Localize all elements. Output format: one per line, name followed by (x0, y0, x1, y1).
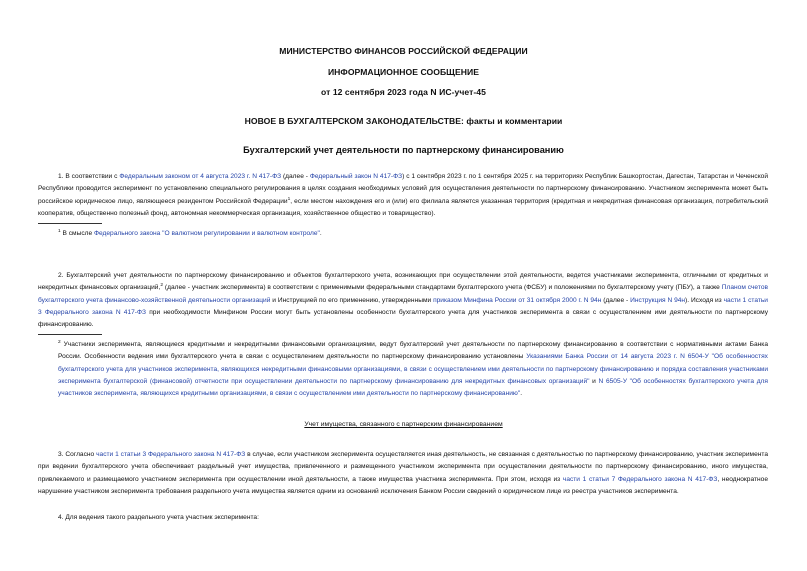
p3-text-b: в случае, если участником эксперимента осуществляется иная деятельность, не связанная с деятельностью по партнерскому финансированию, участник эксперимента при ведении бухгалтерского учета обеспечивает раздельный учет имущества, привлеченного и размещенного участником эксперимента при осуществлении деятельности по партнерскому финансированию, иного имущества, привлекаемого и размещаемого участником эксперимента при осуществлении иной деятельности, а также имущества участника эксперимента. При этом, исходя из (38, 451, 768, 483)
link-federal-law-417-short[interactable]: Федеральный закон N 417-ФЗ (309, 173, 403, 180)
paragraph-2 (38, 270, 768, 331)
fn2-text-c: . (520, 390, 523, 398)
p1-text-c: ) с 1 сентября 2023 г. по 1 сентября 2025 г. на территориях Республик Башкортостан, Дагестан, Татарстан и Чеченской Республики проводится эксперимент по установлению специального регулирования в целях создания необходимых условий для осуществления деятельности по партнерскому финансированию. Участником эксперимента может быть российское юридическое лицо, являющееся резидентом Российской Федерации (38, 173, 769, 205)
document-type: ИНФОРМАЦИОННОЕ СООБЩЕНИЕ (327, 67, 480, 77)
section-heading: Учет имущества, связанного с партнерским финансированием (304, 421, 503, 428)
paragraph-4 (38, 512, 768, 524)
footnote-mark-1: 1 (58, 228, 61, 234)
ministry-heading: МИНИСТЕРСТВО ФИНАНСОВ РОССИЙСКОЙ ФЕДЕРАЦИИ (279, 46, 528, 56)
p1-text-a: 1. В соответствии с (58, 173, 118, 180)
p3-text-c: , неоднократное нарушение участником эксперимента требования раздельного учета имущества является одним из оснований исключения Банком России сведений о юридическом лице из реестра участников эксперимента. (38, 475, 768, 495)
fn1-text-b: . (319, 230, 322, 237)
link-chart-of-accounts[interactable]: Планом счетов бухгалтерского учета финансово-хозяйственной деятельности организаций (38, 284, 768, 304)
footnote-2 (58, 339, 768, 400)
topic-heading: НОВОЕ В БУХГАЛТЕРСКОМ ЗАКОНОДАТЕЛЬСТВЕ: факты и комментарии (244, 116, 563, 126)
p2-text-c: и Инструкцией по его применению, утвержденными (272, 296, 432, 304)
p2-text-d: (далее - (603, 296, 629, 304)
p2-text-a: 2. Бухгалтерский учет деятельности по партнерскому финансированию и объектов бухгалтерского учета, возникающих при осуществлении этой деятельности, ведется участниками эксперимента, отличными от кредитных и некредитных финансовых организаций, (38, 272, 768, 292)
footnote-ref-2[interactable]: 2 (160, 283, 163, 289)
footnote-ref-1[interactable]: 1 (287, 196, 291, 202)
p1-text-b: (далее - (282, 173, 308, 180)
document-title: Бухгалтерский учет деятельности по партнерскому финансированию (243, 145, 564, 155)
link-article-7-part-1[interactable]: части 1 статьи 7 Федерального закона N 417-ФЗ (562, 475, 718, 483)
fn1-text-a: В смысле (62, 230, 93, 237)
link-instruction-94n[interactable]: Инструкция N 94н (630, 296, 686, 304)
p1-text-d: , если местом нахождения его и (или) его филиала является указанная территория (кредитная и некредитная финансовая организация, потребительский кооператив, общественно полезный фонд, автономная некоммерческая организация, хозяйственное общество и товарищество). (38, 197, 769, 217)
link-minfin-order-94n[interactable]: приказом Минфина России от 31 октября 2000 г. N 94н (433, 296, 602, 304)
p2-text-e: ). Исходя из (685, 296, 722, 304)
p4-text: 4. Для ведения такого раздельного учета участник эксперимента: (58, 514, 259, 521)
p2-text-b: (далее - участник эксперимента) в соответствии с применимыми федеральными стандартами бухгалтерского учета (ФСБУ) и положениями по бухгалтерскому учету (ПБУ), а также (164, 284, 720, 292)
footnote-separator (38, 223, 102, 224)
p2-text-f: при необходимости Минфином России могут быть установлены особенности бухгалтерского учета для участников эксперимента в связи с осуществлением ими деятельности по партнерскому финансированию. (38, 308, 768, 329)
paragraph-3 (38, 449, 768, 498)
footnote-mark-2: 2 (58, 339, 61, 345)
link-bank-russia-6505u[interactable]: N 6505-У "Об особенностях бухгалтерского учета для участников эксперимента, являющихся кредитными организациями, в связи с осуществлением ими деятельности по партнерскому финансированию" (58, 377, 768, 398)
document-date: от 12 сентября 2023 года N ИС-учет-45 (321, 87, 486, 97)
link-article-3-part-1-p3[interactable]: части 1 статьи 3 Федерального закона N 417-ФЗ (96, 451, 246, 458)
paragraph-1 (38, 171, 768, 220)
fn2-text-a: Участники эксперимента, являющиеся кредитными и некредитными финансовыми организациями, ведут бухгалтерский учет деятельности по партнерскому финансированию в соответствии с нормативными актами Банка России. Особенности ведения ими бухгалтерского учета в связи с осуществлением деятельности по партнерскому финансированию установлены (58, 341, 768, 361)
footnote-separator-2 (38, 334, 102, 335)
footnote-1 (58, 228, 768, 240)
p3-text-a: 3. Согласно (58, 451, 95, 458)
fn2-text-b: и (592, 377, 596, 385)
link-federal-law-417[interactable]: Федеральным законом от 4 августа 2023 г. N 417-ФЗ (119, 173, 282, 180)
link-currency-law[interactable]: Федерального закона "О валютном регулировании и валютном контроле" (93, 230, 320, 237)
link-article-3-part-1[interactable]: части 1 статьи 3 Федерального закона N 417-ФЗ (38, 296, 768, 316)
link-bank-russia-6504u[interactable]: Указаниями Банка России от 14 августа 2023 г. N 6504-У "Об особенностях бухгалтерского учета для участников эксперимента, являющихся некредитными финансовыми организациями, в связи с осуществлением ими деятельности по партнерскому финансированию и порядка составления участниками эксперимента бухгалтерской (финансовой) отчетности при осуществлении деятельности по партнерскому финансированию для некредитных финансовых организаций" (58, 353, 768, 385)
